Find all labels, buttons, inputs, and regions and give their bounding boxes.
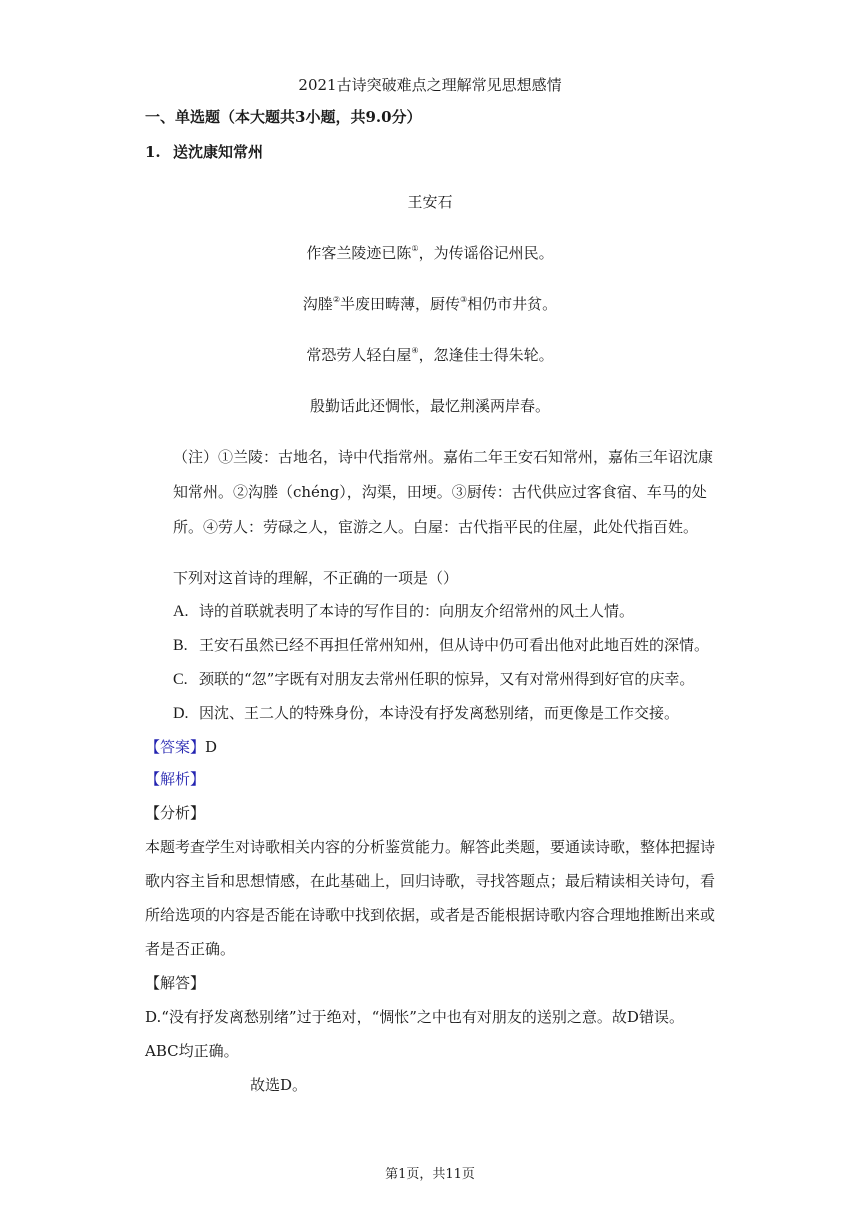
poem-line-1: 作客兰陵迹已陈①，为传谣俗记州民。 [306, 244, 554, 262]
note-line: 知常州。②沟塍（chéng），沟渠，田埂。③厨传：古代供应过客食宿、车马的处 [173, 483, 707, 501]
note-line: （注）①兰陵：古地名，诗中代指常州。嘉佑二年王安石知常州，嘉佑三年诏沈康 [173, 448, 714, 466]
footnote-mark: ② [332, 295, 340, 304]
option-c: C. 颈联的“忽”字既有对朋友去常州任职的惊异，又有对常州得到好官的庆幸。 [173, 670, 695, 688]
poem-line-4: 殷勤话此还惆怅，最忆荆溪两岸春。 [309, 397, 550, 415]
jieda-line: D.“没有抒发离愁别绪”过于绝对，“惆怅”之中也有对朋友的送别之意。故D错误。 [145, 1008, 684, 1026]
poem-line-3: 常恐劳人轻白屋④，忽逢佳士得朱轮。 [306, 346, 554, 364]
question-number: 1. [145, 143, 161, 161]
jieda-line: ABC均正确。 [145, 1042, 239, 1060]
jieda-label: 【解答】 [145, 974, 206, 992]
fenxi-line: 者是否正确。 [145, 940, 236, 958]
fenxi-line: 歌内容主旨和思想情感，在此基础上，回归诗歌，寻找答题点；最后精读相关诗句，看 [145, 872, 716, 890]
footnote-mark: ① [411, 244, 419, 253]
question-heading [145, 141, 263, 162]
poem-author: 王安石 [407, 193, 453, 211]
fenxi-line: 本题考查学生对诗歌相关内容的分析鉴赏能力。解答此类题，要通读诗歌，整体把握诗 [145, 838, 716, 856]
footnote-mark: ④ [411, 346, 419, 355]
poem-line-2: 沟塍②半废田畴薄，厨传③相仍市井贫。 [302, 295, 558, 313]
fenxi-line: 所给选项的内容是否能在诗歌中找到依据，或者是否能根据诗歌内容合理地推断出来或 [145, 906, 716, 924]
page-footer: 第1页，共11页 [385, 1167, 475, 1182]
section-header: 一、单选题（本大题共3小题，共9.0分） [145, 108, 422, 126]
conclusion: 故选D。 [250, 1076, 308, 1094]
page-title: 2021古诗突破难点之理解常见思想感情 [298, 76, 562, 94]
option-a: A. 诗的首联就表明了本诗的写作目的：向朋友介绍常州的风土人情。 [173, 602, 635, 620]
answer-line [145, 736, 217, 757]
option-d: D. 因沈、王二人的特殊身份，本诗没有抒发离愁别绪，而更像是工作交接。 [173, 704, 680, 722]
option-b: B. 王安石虽然已经不再担任常州知州，但从诗中仍可看出他对此地百姓的深情。 [173, 636, 710, 654]
fenxi-label: 【分析】 [145, 804, 206, 822]
footnote-mark: ③ [460, 295, 468, 304]
analysis-label: 【解析】 [145, 770, 206, 788]
poem-title: 送沈康知常州 [173, 143, 264, 161]
note-line: 所。④劳人：劳碌之人，宦游之人。白屋：古代指平民的住屋，此处代指百姓。 [173, 518, 699, 536]
question-prompt: 下列对这首诗的理解，不正确的一项是（） [173, 569, 459, 587]
answer-value: D [205, 738, 218, 756]
answer-label: 【答案】 [145, 738, 206, 756]
